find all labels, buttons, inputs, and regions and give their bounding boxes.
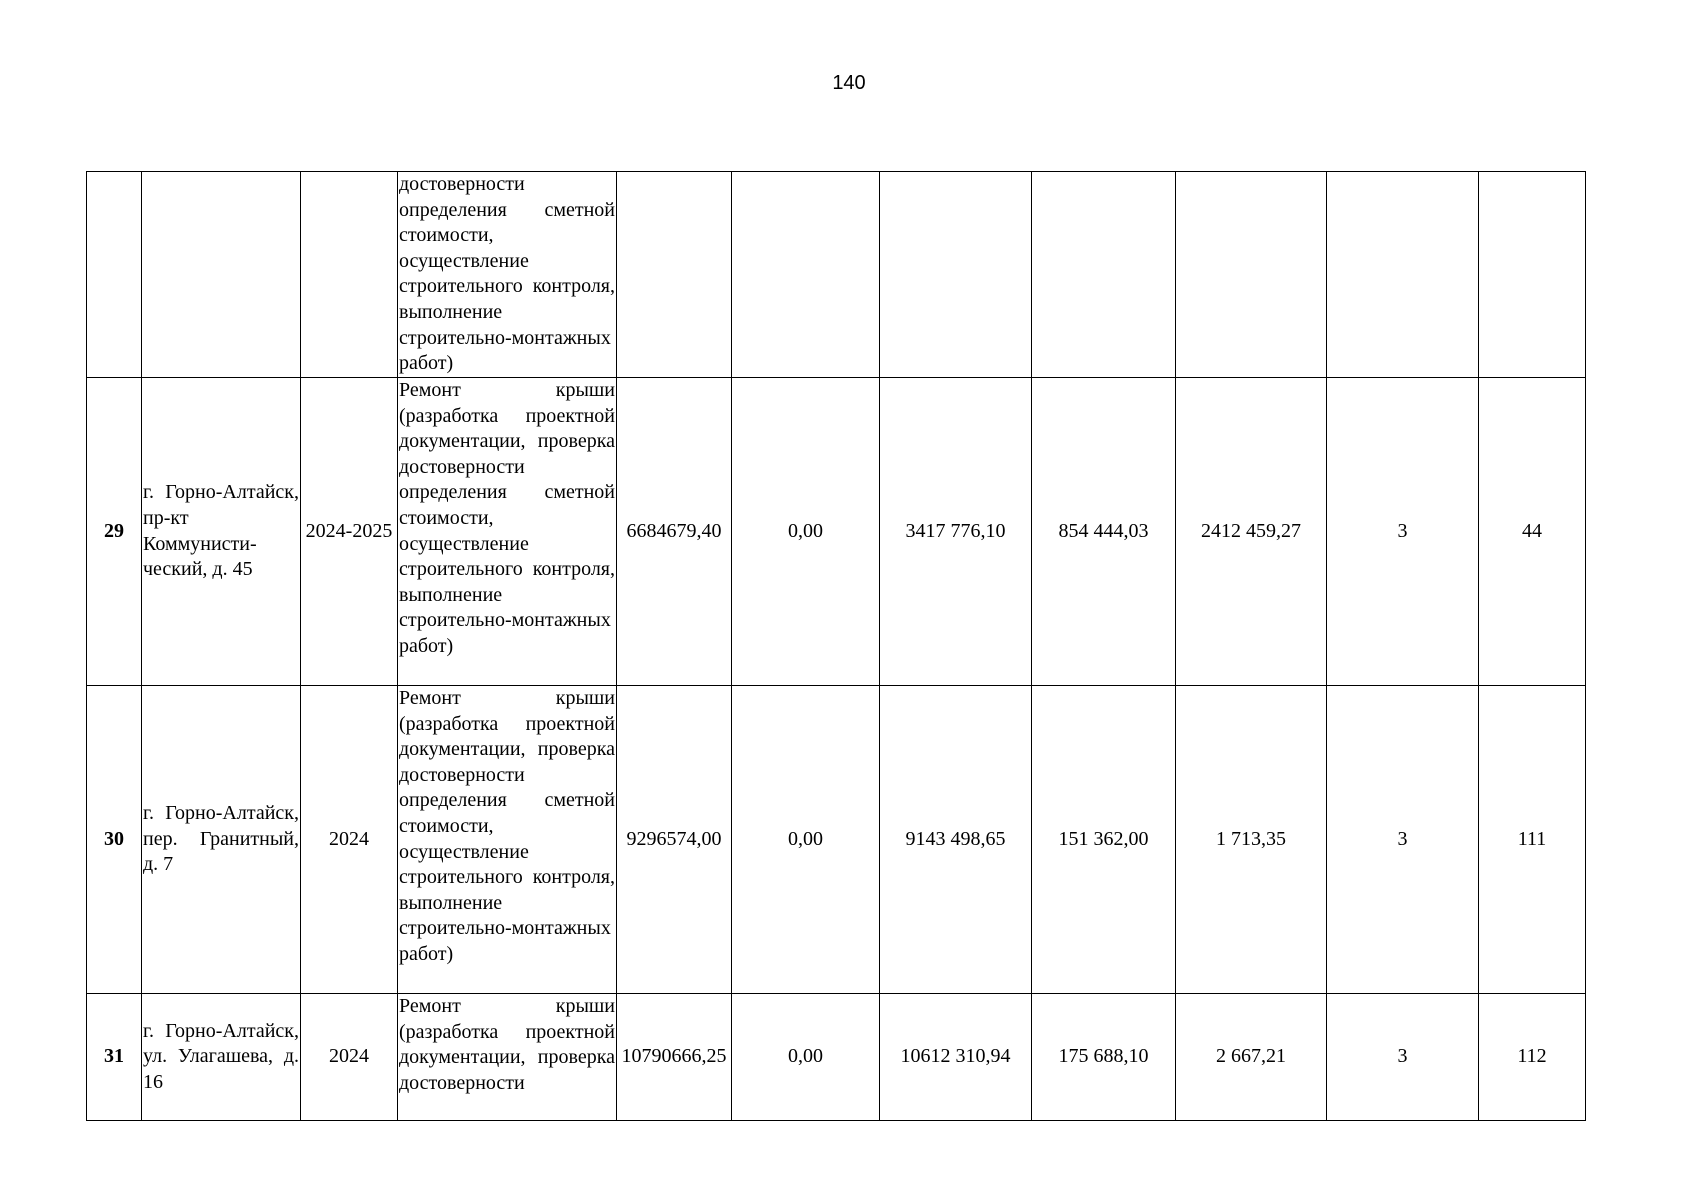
col9-cell: 3 xyxy=(1327,686,1479,994)
work-description-cell: Ремонт крыши (разработка проектной документации, проверка достоверности определения сметной стоимости, осуществление строительного контроля, выполнение строительно-монтажных работ) xyxy=(398,686,617,994)
col10-cell: 44 xyxy=(1479,378,1586,686)
budget1-cell: 10612 310,94 xyxy=(880,994,1032,1121)
address-cell: г. Горно-Алтайск, пер. Гранитный, д. 7 xyxy=(142,686,301,994)
address-cell xyxy=(142,172,301,378)
owners-cell xyxy=(1176,172,1327,378)
total-cost-cell: 6684679,40 xyxy=(617,378,732,686)
row-number: 31 xyxy=(87,994,142,1121)
col9-cell: 3 xyxy=(1327,994,1479,1121)
budget2-cell xyxy=(1032,172,1176,378)
owners-cell: 1 713,35 xyxy=(1176,686,1327,994)
address-cell: г. Горно-Алтайск, пр-кт Коммунисти-ческий, д. 45 xyxy=(142,378,301,686)
total-cost-cell: 9296574,00 xyxy=(617,686,732,994)
works-table xyxy=(86,171,1586,1121)
fund-cell: 0,00 xyxy=(732,686,880,994)
table-row xyxy=(87,686,1586,994)
total-cost-cell: 10790666,25 xyxy=(617,994,732,1121)
col10-cell xyxy=(1479,172,1586,378)
years-cell: 2024 xyxy=(301,686,398,994)
work-description-cell: Ремонт крыши (разработка проектной документации, проверка достоверности xyxy=(398,994,617,1121)
work-description-cell: достоверности определения сметной стоимости, осуществление строительного контроля, выполнение строительно-монтажных работ) xyxy=(398,172,617,378)
address-cell: г. Горно-Алтайск, ул. Улагашева, д. 16 xyxy=(142,994,301,1121)
years-cell xyxy=(301,172,398,378)
row-number xyxy=(87,172,142,378)
budget2-cell: 151 362,00 xyxy=(1032,686,1176,994)
col10-cell: 111 xyxy=(1479,686,1586,994)
table-row xyxy=(87,172,1586,378)
years-cell: 2024 xyxy=(301,994,398,1121)
total-cost-cell xyxy=(617,172,732,378)
row-number: 29 xyxy=(87,378,142,686)
col9-cell: 3 xyxy=(1327,378,1479,686)
work-description-cell: Ремонт крыши (разработка проектной документации, проверка достоверности определения сметной стоимости, осуществление строительного контроля, выполнение строительно-монтажных работ) xyxy=(398,378,617,686)
fund-cell xyxy=(732,172,880,378)
col9-cell xyxy=(1327,172,1479,378)
table-row xyxy=(87,994,1586,1121)
owners-cell: 2 667,21 xyxy=(1176,994,1327,1121)
page-number: 140 xyxy=(832,72,866,94)
budget1-cell xyxy=(880,172,1032,378)
row-number: 30 xyxy=(87,686,142,994)
col10-cell: 112 xyxy=(1479,994,1586,1121)
budget1-cell: 3417 776,10 xyxy=(880,378,1032,686)
owners-cell: 2412 459,27 xyxy=(1176,378,1327,686)
budget1-cell: 9143 498,65 xyxy=(880,686,1032,994)
budget2-cell: 854 444,03 xyxy=(1032,378,1176,686)
table-row xyxy=(87,378,1586,686)
fund-cell: 0,00 xyxy=(732,378,880,686)
fund-cell: 0,00 xyxy=(732,994,880,1121)
years-cell: 2024-2025 xyxy=(301,378,398,686)
budget2-cell: 175 688,10 xyxy=(1032,994,1176,1121)
